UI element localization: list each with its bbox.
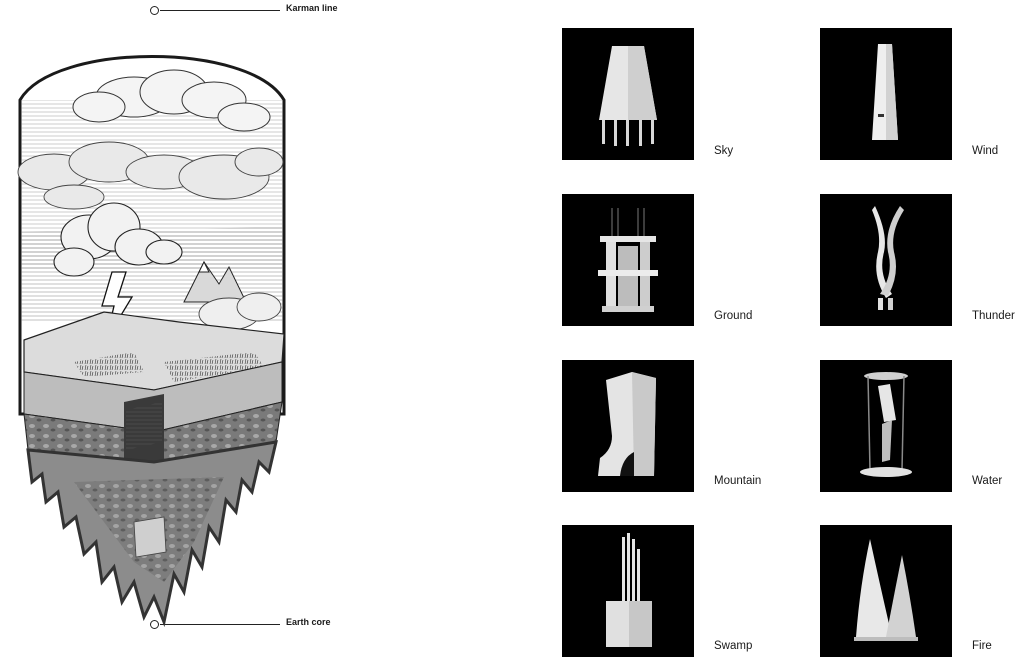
- model-photo-water[interactable]: [820, 360, 952, 492]
- karman-line-callout: [150, 3, 380, 17]
- model-photo-thunder[interactable]: [820, 194, 952, 326]
- model-photo-mountain[interactable]: [562, 360, 694, 492]
- model-photo-sky[interactable]: [562, 28, 694, 160]
- model-caption-wind: Wind: [972, 145, 999, 157]
- model-caption-swamp: Swamp: [714, 640, 753, 652]
- model-caption-fire: Fire: [972, 640, 992, 652]
- karman-line-label: Karman line: [286, 3, 338, 13]
- earth-cross-section-illustration: [14, 22, 290, 632]
- model-caption-sky: Sky: [714, 145, 734, 157]
- model-photo-wind[interactable]: [820, 28, 952, 160]
- model-caption-water: Water: [972, 475, 1003, 487]
- callout-dot-icon: [150, 6, 159, 15]
- earth-core-label: Earth core: [286, 617, 331, 627]
- callout-leader-line: [160, 10, 280, 11]
- model-photo-ground[interactable]: [562, 194, 694, 326]
- model-caption-thunder: Thunder: [972, 310, 1015, 322]
- model-photo-swamp[interactable]: [562, 525, 694, 657]
- model-caption-ground: Ground: [714, 310, 753, 322]
- model-photo-fire[interactable]: [820, 525, 952, 657]
- model-caption-mountain: Mountain: [714, 475, 762, 487]
